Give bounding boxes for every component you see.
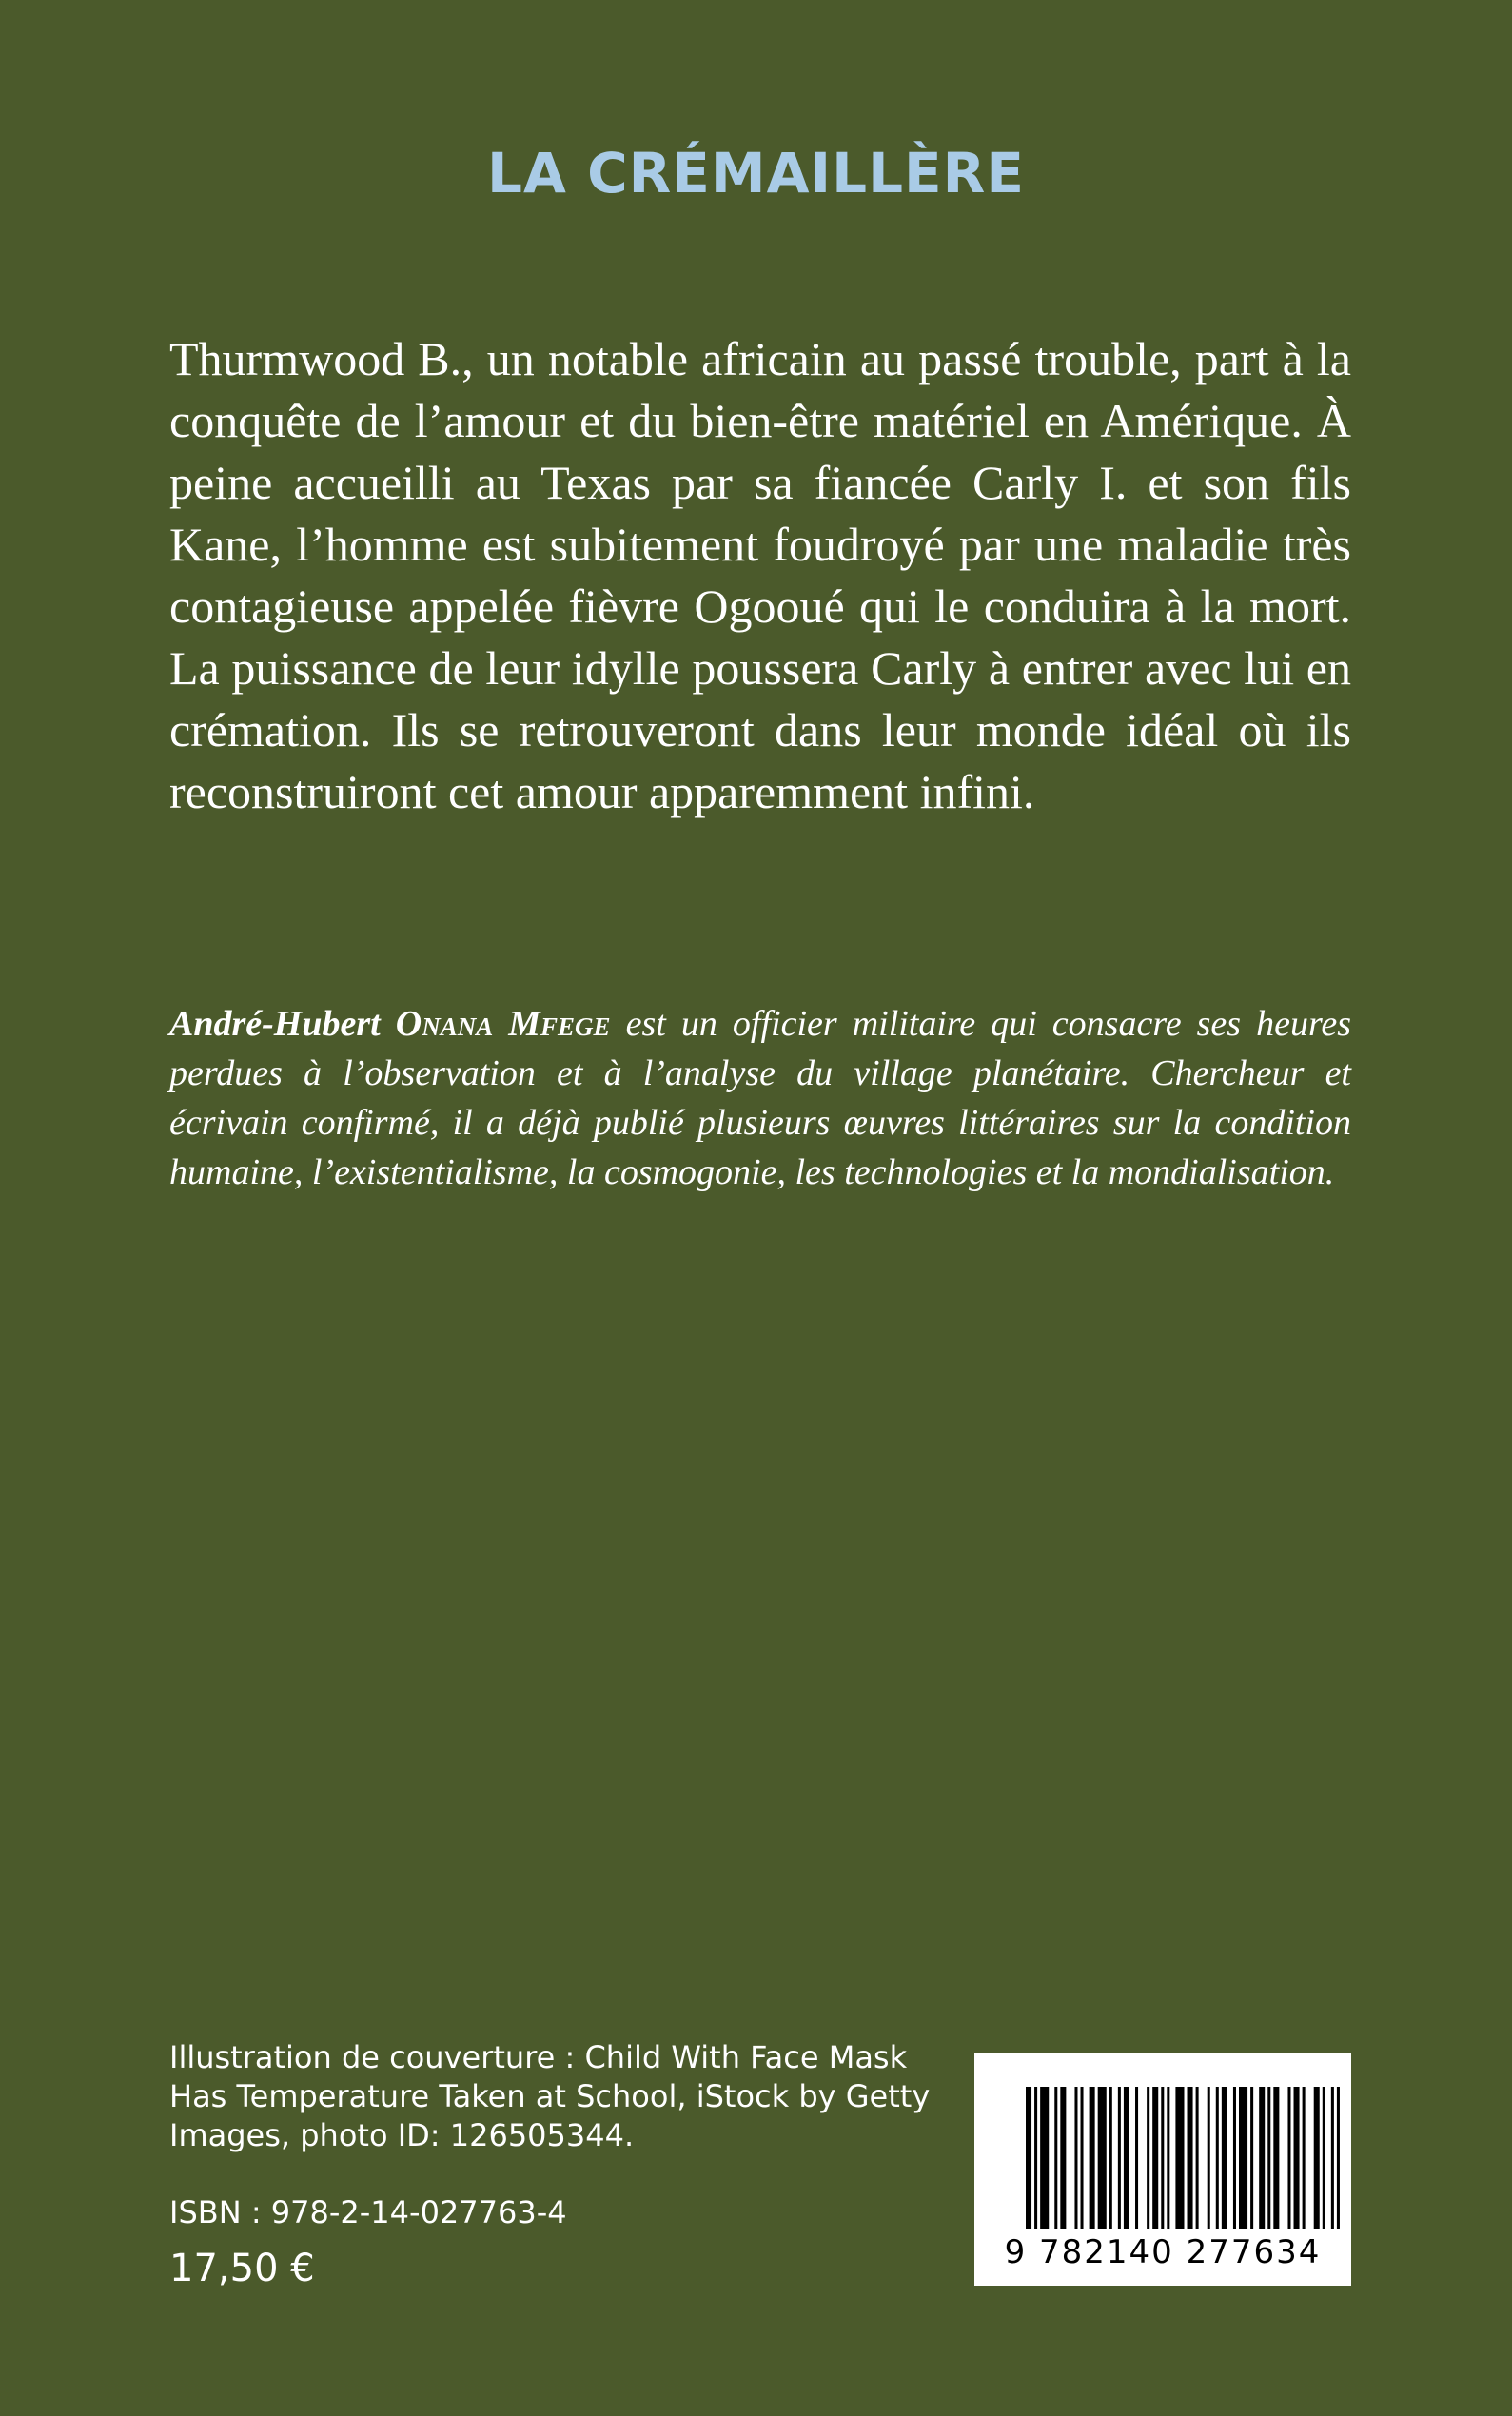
barcode-bar [1147, 2087, 1149, 2229]
barcode-bar [1109, 2087, 1112, 2229]
barcode-bar [1135, 2087, 1138, 2229]
barcode-bar [1287, 2087, 1290, 2229]
author-first-name: André-Hubert [169, 1004, 381, 1044]
barcode-bar [1216, 2087, 1219, 2229]
barcode-bar [1098, 2087, 1107, 2229]
barcode-bar [1175, 2087, 1184, 2229]
barcode-bar [1152, 2087, 1158, 2229]
barcode-bar [1222, 2087, 1227, 2229]
barcode-bar [1060, 2087, 1066, 2229]
barcode-bar [1124, 2087, 1129, 2229]
author-bio-text: est un officier militaire qui consacre ses heures perdues à l’observation et à l’analyse du village planétaire. Chercheur et écrivain confirmé, il a déjà publié plusieurs œuvres littéraires sur la condition humaine, l’existentialisme, la cosmogonie, les technologies et la mondialisation. [169, 1004, 1351, 1192]
barcode-bar [1034, 2087, 1037, 2229]
barcode-bar [1337, 2087, 1340, 2229]
barcode-bars [1026, 2087, 1345, 2254]
barcode-bar [1314, 2087, 1320, 2229]
illustration-credits: Illustration de couverture : Child With Face Mask Has Temperature Taken at School, iStock by Getty Images, photo ID: 126505344. [169, 2039, 931, 2153]
barcode-bar [1250, 2087, 1253, 2229]
barcode-bar [1026, 2087, 1031, 2229]
barcode-bar [1303, 2087, 1306, 2229]
barcode-bar [1188, 2087, 1193, 2229]
author-name [169, 1004, 611, 1044]
barcode [974, 2053, 1351, 2286]
book-title: LA CRÉMAILLÈRE [487, 141, 1025, 206]
synopsis-text: Thurmwood B., un notable africain au passé trouble, part à la conquête de l’amour et du bien-être matériel en Amérique. À peine accueilli au Texas par sa fiancée Carly I. et son fils Kane, l’homme est subitement foudroyé par une maladie très contagieuse appelée fièvre Ogooué qui le conduira à la mort. La puissance de leur idylle poussera Carly à entrer avec lui en crémation. Ils se retrouveront dans leur monde idéal où ils reconstruiront cet amour apparemment infini. [169, 332, 1351, 818]
barcode-bar [1090, 2087, 1095, 2229]
barcode-bar [1233, 2087, 1236, 2229]
barcode-bar [1054, 2087, 1057, 2229]
barcode-bar [1267, 2087, 1270, 2229]
barcode-bar [1323, 2087, 1325, 2229]
barcode-bar [1273, 2087, 1279, 2229]
barcode-bar [1167, 2087, 1169, 2229]
barcode-bar [1074, 2087, 1077, 2229]
barcode-bar [1161, 2087, 1164, 2229]
barcode-bar [1040, 2087, 1049, 2229]
barcode-bar [1259, 2087, 1265, 2229]
barcode-bar [1208, 2087, 1210, 2229]
barcode-digits: 9 782140 277634 [1004, 2233, 1322, 2271]
barcode-bar [1196, 2087, 1199, 2229]
barcode-bar [1331, 2087, 1334, 2229]
barcode-bar [1294, 2087, 1300, 2229]
barcode-bar [1081, 2087, 1084, 2229]
author-last-name: Onana Mfege [395, 1004, 611, 1044]
author-bio [169, 999, 1351, 1197]
barcode-bar [1239, 2087, 1247, 2229]
isbn: ISBN : 978-2-14-027763-4 [169, 2194, 567, 2230]
price: 17,50 € [169, 2247, 315, 2290]
barcode-bar [1118, 2087, 1121, 2229]
